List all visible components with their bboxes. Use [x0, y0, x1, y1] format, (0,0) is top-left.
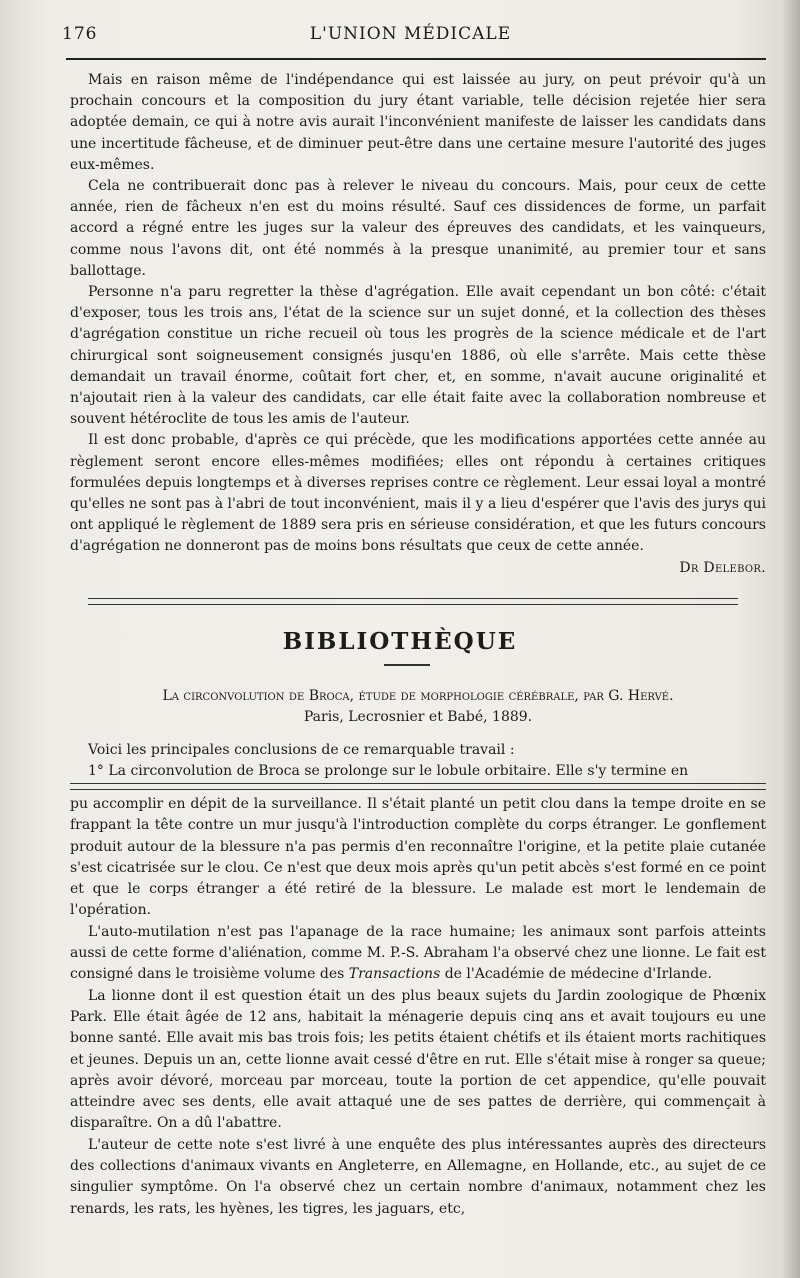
header-rule [66, 58, 766, 60]
section-divider [88, 598, 738, 605]
article-conclusion [70, 70, 766, 579]
paragraph: Voici les principales conclusions de ce remarquable travail : [88, 742, 515, 758]
page-header [58, 24, 763, 54]
text-run: L'auto-mutilation n'est pas l'apanage de la race humaine; les animaux sont parfois atteints aussi de cette forme d'aliénation, comme M. P.-S. Abraham l'a observé chez une lionne. Le fait est consigné dans le troisième volume des [70, 923, 766, 983]
book-reference: La circonvolution de Broca, étude de morphologie cérébrale, par G. Hervé. [162, 688, 674, 704]
section-title: BIBLIOTHÈQUE [282, 628, 518, 655]
paragraph: 1° La circonvolution de Broca se prolonge sur le lobule orbitaire. Elle s'y termine en [88, 763, 689, 780]
running-title: L'UNION MÉDICALE [309, 24, 512, 44]
paragraph: Il est donc probable, d'après ce qui précède, que les modifications apportées cette année au règlement seront encore elles-mêmes modifiées; elles ont répondu à certaines critiques formulées depuis longtemps et à diverses reprises contre ce règlement. Leur essai loyal a montré qu'elles ne sont pas à l'abri de tout inconvénient, mais il y a lieu d'espérer que l'avis des jurys qui ont appliqué le règlement de 1889 sera pris en sérieuse considération, et que les futurs concours d'agrégation ne donneront pas de moins bons résultats que ceux de cette année. [70, 432, 766, 555]
bibliography-text [70, 740, 766, 782]
book-publisher: Paris, Lecrosnier et Babé, 1889. [303, 709, 533, 725]
paragraph [70, 922, 766, 986]
continued-article [70, 794, 766, 1220]
column-divider [70, 783, 766, 790]
text-run: de l'Académie de médecine d'Irlande. [440, 966, 712, 983]
bibliography-entry [70, 686, 766, 728]
paragraph: Personne n'a paru regretter la thèse d'agrégation. Elle avait cependant un bon côté: c'était d'exposer, tous les trois ans, l'état de la science sur un sujet donné, et la collection des thèses d'agrégation constitue un riche recueil où tous les progrès de la science médicale et de l'art chirurgical sont soigneusement consignés jusqu'en 1886, où elle s'arrête. Mais cette thèse demandait un travail énorme, coûtait fort cher, et, en somme, n'avait aucune originalité et n'ajoutait rien à la valeur des candidats, car elle était faite avec la collaboration nombreuse et souvent hétéroclite de tous les amis de l'auteur. [70, 284, 766, 428]
paragraph: Mais en raison même de l'indépendance qui est laissée au jury, on peut prévoir qu'à un prochain concours et la composition du jury étant variable, telle décision rejetée hier sera adoptée demain, ce qui à notre avis aurait l'inconvénient manifeste de laisser les candidats dans une incertitude fâcheuse, et de diminuer peut-être dans une certaine mesure l'autorité des juges eux-mêmes. [70, 72, 766, 173]
paragraph: La lionne dont il est question était un des plus beaux sujets du Jardin zoologique de Phœnix Park. Elle était âgée de 12 ans, habitait la ménagerie depuis cinq ans et avait toujours eu une bonne santé. Elle avait mis bas trois fois; les petits étaient chétifs et ils étaient morts rachitiques et jeunes. Depuis un an, cette lionne avait cessé d'être en rut. Elle s'était mise à ronger sa queue; après avoir dévoré, morceau par morceau, toute la portion de cet appendice, qu'elle pouvait atteindre avec ses dents, elle avait attaqué une de ses pattes de derrière, qui commençait à disparaître. On a dû l'abattre. [70, 987, 766, 1132]
title-underline [384, 664, 430, 666]
page-number: 176 [62, 24, 98, 44]
paragraph: pu accomplir en dépit de la surveillance. Il s'était planté un petit clou dans la tempe droite en se frappant la tête contre un mur jusqu'à l'introduction complète du corps étranger. Le gonflement produit autour de la blessure n'a pas permis d'en reconnaître l'origine, et la petite plaie cutanée s'est cicatrisée sur le clou. Ce n'est que deux mois après qu'un petit abcès s'est formé en ce point et que le corps étranger a été retiré de la blessure. Le malade est mort le lendemain de l'opération. [70, 796, 766, 919]
paragraph: Cela ne contribuerait donc pas à relever le niveau du concours. Mais, pour ceux de cette année, rien de fâcheux n'en est du moins résulté. Sauf ces dissidences de forme, un parfait accord a régné entre les juges sur la valeur des épreuves des candidats, et les vainqueurs, comme nous l'avons dit, ont été nommés à la presque unanimité, au premier tour et sans ballottage. [70, 178, 766, 279]
journal-title: Transactions [348, 966, 441, 983]
signature-line [70, 558, 766, 579]
author-signature: Dr Delebor. [679, 559, 766, 576]
paragraph: L'auteur de cette note s'est livré à une enquête des plus intéressantes auprès des directeurs des collections d'animaux vivants en Angleterre, en Allemagne, en Hollande, etc., au sujet de ce singulier symptôme. On l'a observé chez un certain nombre d'animaux, notamment chez les renards, les rats, les hyènes, les tigres, les jaguars, etc, [70, 1136, 766, 1217]
